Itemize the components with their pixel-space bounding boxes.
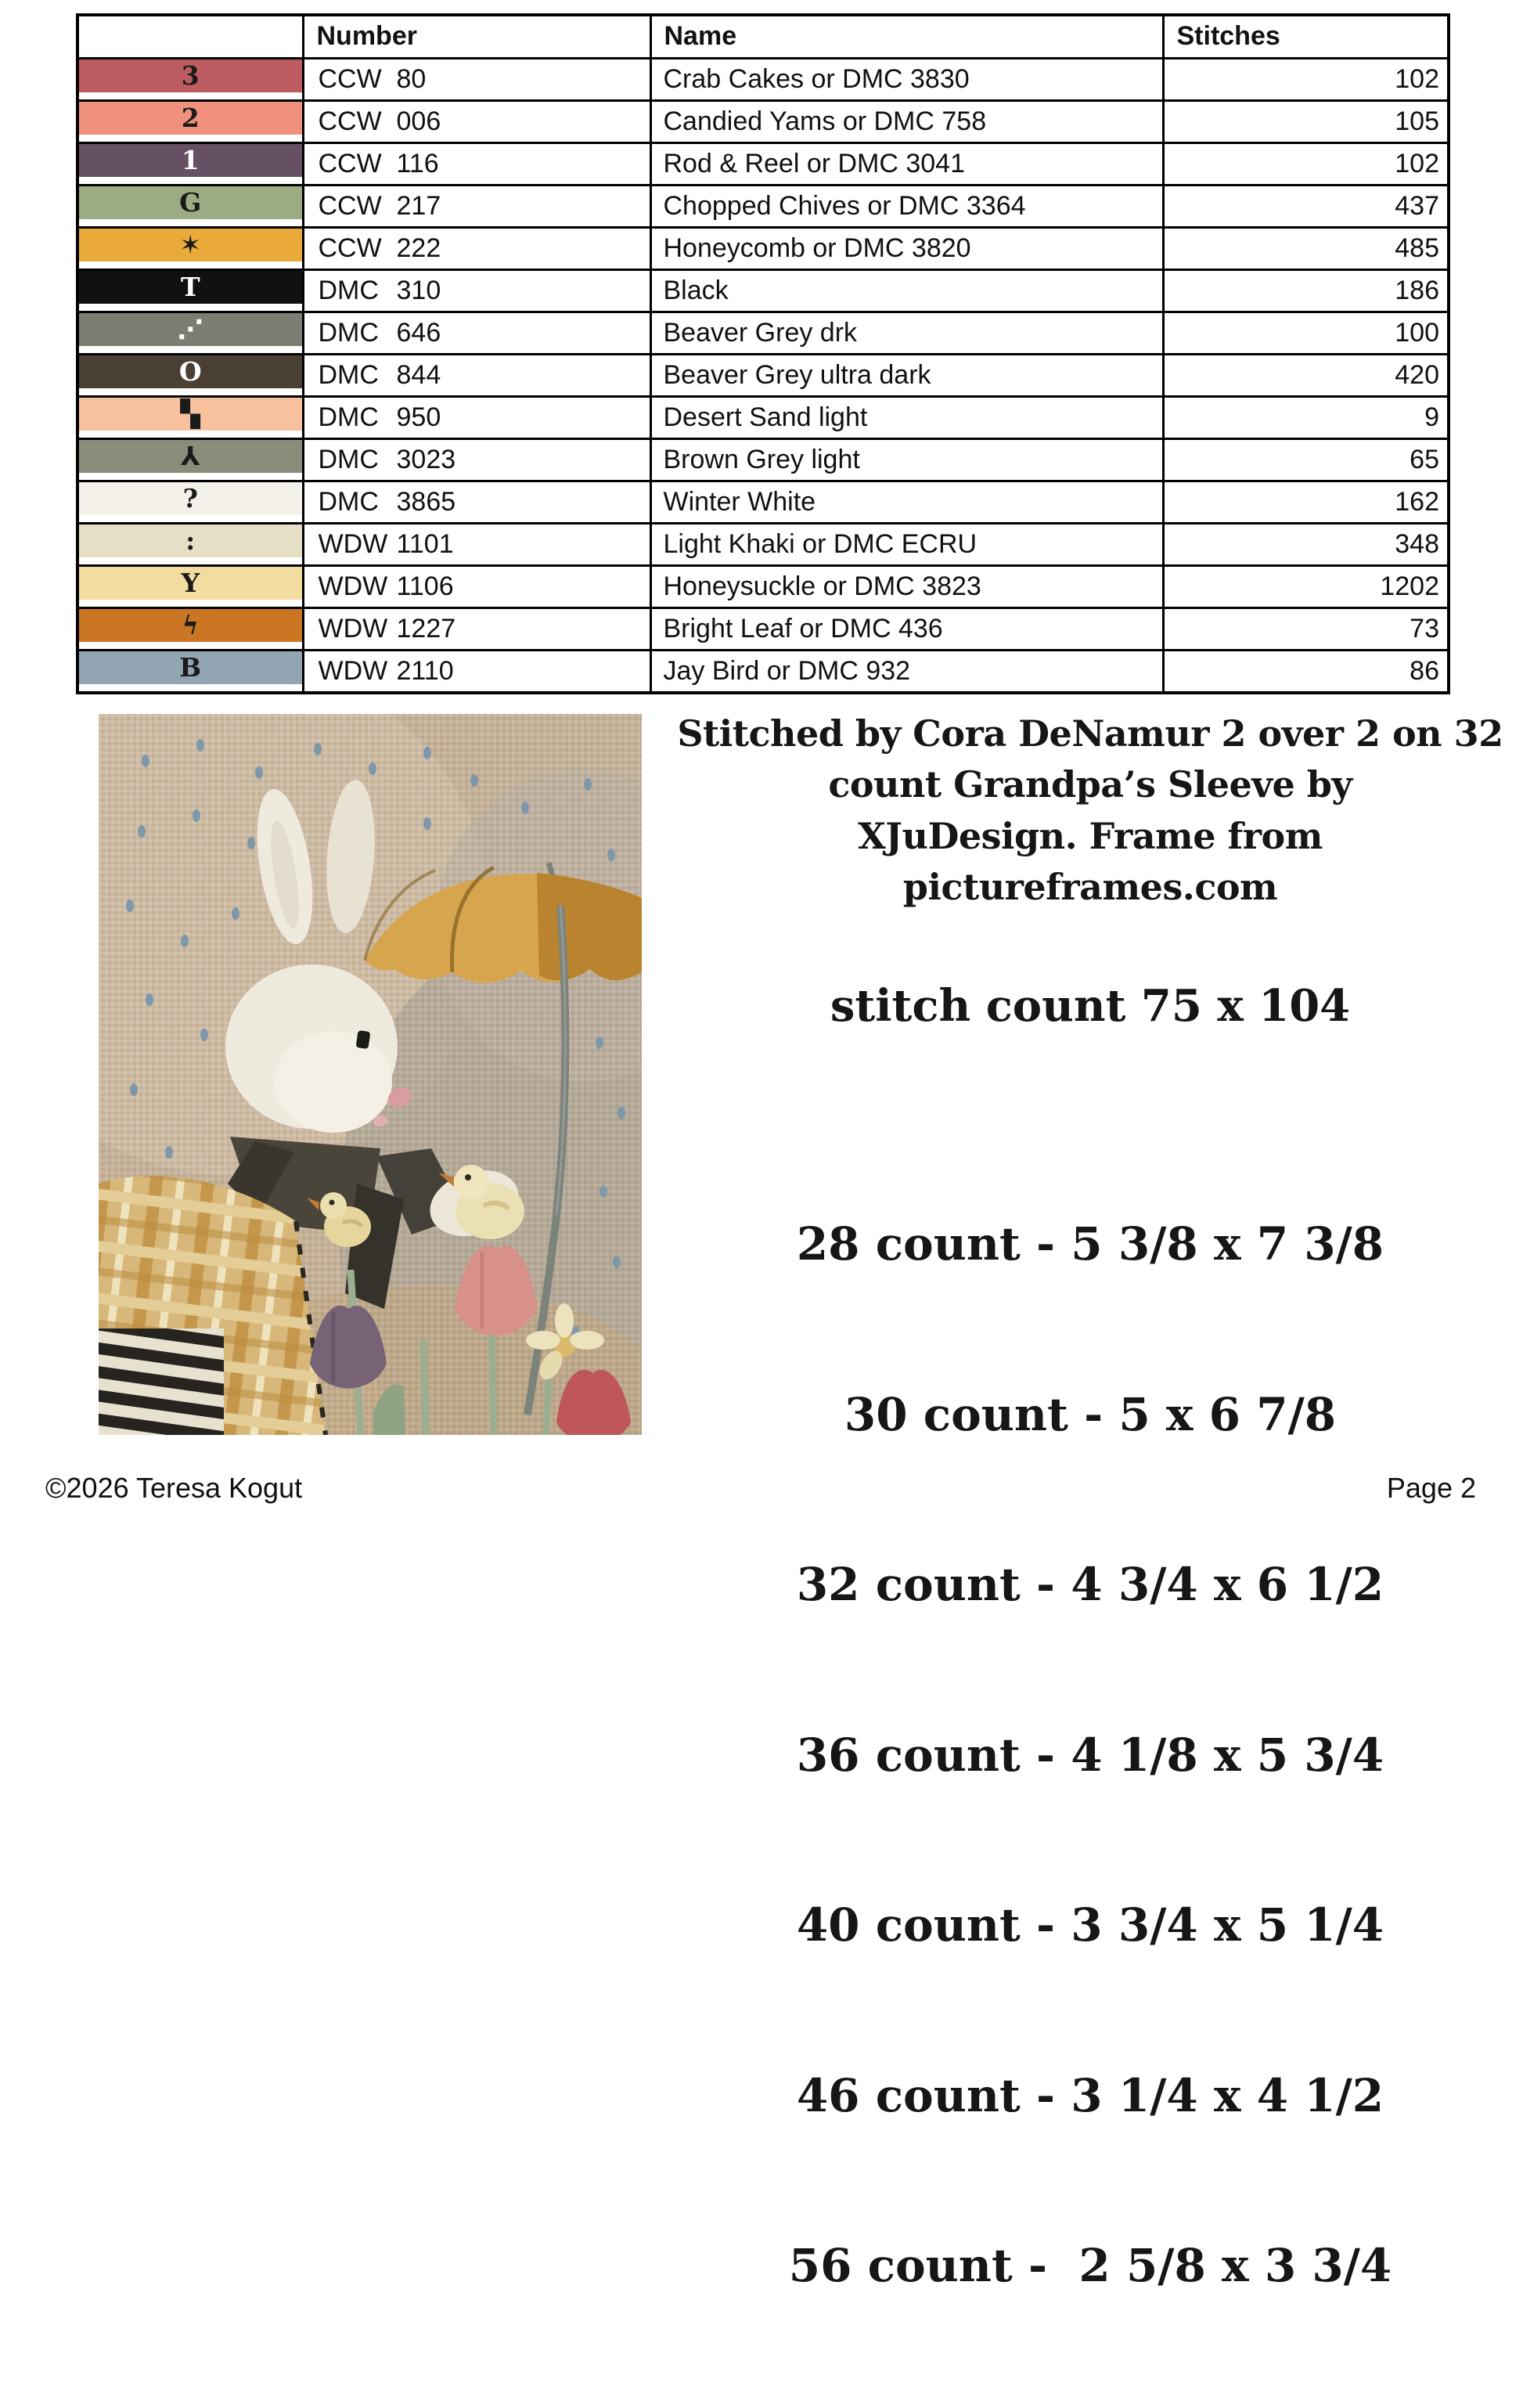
floss-legend-table [76,13,1450,694]
size-line: 46 count - 3 1/4 x 4 1/2 [796,2068,1384,2122]
size-line: 32 count - 4 3/4 x 6 1/2 [796,1558,1384,1612]
floss-name: Black [650,269,1163,312]
floss-brand: CCW [318,63,382,94]
floss-brand: DMC [318,486,379,517]
floss-brand: WDW [318,613,388,643]
symbol-glyph: ▚ [180,398,200,429]
color-swatch [79,313,302,346]
floss-name: Desert Sand light [650,396,1163,438]
floss-brand: DMC [318,402,379,432]
floss-brand: CCW [318,106,382,136]
table-row [77,396,1449,438]
stitches-value: 105 [1163,100,1449,142]
symbol-glyph: ✶ [179,229,202,260]
table-row [77,227,1449,269]
stitches-value: 186 [1163,269,1449,312]
floss-name: Rod & Reel or DMC 3041 [650,142,1163,185]
floss-name: Honeysuckle or DMC 3823 [650,565,1163,607]
stitched-by-line: count Grandpa’s Sleeve by [828,763,1352,806]
stitch-count-line: stitch count 75 x 104 [830,980,1351,1033]
table-row [77,312,1449,354]
floss-code: 116 [396,148,439,178]
table-row [77,481,1449,523]
copyright-text: ©2026 Teresa Kogut [45,1472,303,1504]
header-symbol [77,15,303,58]
color-swatch [79,271,302,304]
floss-brand: DMC [318,359,379,390]
floss-code: 217 [396,190,441,221]
symbol-glyph: ⋰ [177,314,203,344]
symbol-glyph: G [179,187,202,218]
floss-code: 80 [396,63,427,94]
symbol-glyph: 2 [181,103,200,133]
symbol-glyph: O [178,356,202,387]
stitched-by-line: Stitched by Cora DeNamur 2 over 2 on 32 [677,712,1503,755]
symbol-glyph: ? [182,483,198,514]
floss-code: 646 [396,317,441,348]
floss-brand: DMC [318,317,379,348]
stitches-value: 86 [1163,650,1449,693]
floss-name: Bright Leaf or DMC 436 [650,607,1163,650]
stitched-by-paragraph [673,708,1507,913]
color-swatch [79,651,302,684]
stitches-value: 73 [1163,607,1449,650]
floss-brand: WDW [318,571,388,601]
color-swatch [79,355,302,388]
symbol-glyph: ⅄ [180,441,200,471]
header-stitches: Stitches [1163,15,1449,58]
floss-brand: DMC [318,444,379,474]
floss-name: Candied Yams or DMC 758 [650,100,1163,142]
color-swatch [79,102,302,135]
symbol-glyph: 3 [181,60,200,91]
stitches-value: 102 [1163,58,1449,100]
stitches-value: 1202 [1163,565,1449,607]
stitches-value: 100 [1163,312,1449,354]
floss-code: 2110 [396,655,454,686]
floss-name: Brown Grey light [650,438,1163,481]
stitches-value: 102 [1163,142,1449,185]
floss-brand: CCW [318,148,382,178]
floss-brand: CCW [318,233,382,263]
color-swatch [79,398,302,431]
stitches-value: 9 [1163,396,1449,438]
floss-code: 1101 [396,528,454,559]
color-swatch [79,59,302,92]
table-row [77,523,1449,565]
symbol-glyph: T [180,272,200,302]
color-swatch [79,186,302,219]
floss-code: 3865 [396,486,456,517]
symbol-glyph: B [179,652,202,683]
table-row [77,354,1449,396]
floss-name: Winter White [650,481,1163,523]
floss-code: 844 [396,359,441,390]
size-line: 40 count - 3 3/4 x 5 1/4 [796,1898,1384,1952]
color-swatch [79,144,302,177]
floss-name: Honeycomb or DMC 3820 [650,227,1163,269]
size-line: 36 count - 4 1/8 x 5 3/4 [796,1728,1384,1782]
symbol-glyph: Y [181,568,200,598]
floss-code: 222 [396,233,441,263]
floss-code: 006 [396,106,441,136]
floss-brand: DMC [318,275,379,305]
stitches-value: 65 [1163,438,1449,481]
size-line: 30 count - 5 x 6 7/8 [844,1387,1337,1441]
stitches-value: 420 [1163,354,1449,396]
header-number: Number [303,15,650,58]
header-name: Name [650,15,1163,58]
floss-code: 3023 [396,444,456,474]
fabric-size-list [673,1102,1507,2408]
table-row [77,650,1449,693]
legend-header-row [77,15,1449,58]
stitches-value: 437 [1163,185,1449,227]
stitches-value: 348 [1163,523,1449,565]
floss-code: 950 [396,402,441,432]
symbol-glyph: ϟ [182,610,200,640]
table-row [77,58,1449,100]
stitches-value: 162 [1163,481,1449,523]
size-line: 28 count - 5 3/8 x 7 3/8 [796,1217,1384,1271]
color-swatch [79,524,302,557]
page-number: Page 2 [1386,1472,1476,1504]
floss-name: Jay Bird or DMC 932 [650,650,1163,693]
table-row [77,185,1449,227]
floss-name: Chopped Chives or DMC 3364 [650,185,1163,227]
color-swatch [79,482,302,515]
floss-brand: CCW [318,190,382,221]
table-row [77,269,1449,312]
stitches-value: 485 [1163,227,1449,269]
floss-brand: WDW [318,528,388,559]
stitched-model-photo [99,714,642,1435]
table-row [77,100,1449,142]
color-swatch [79,567,302,600]
floss-name: Beaver Grey ultra dark [650,354,1163,396]
symbol-glyph: : [185,525,196,556]
stitched-by-line: XJuDesign. Frame from pictureframes.com [858,814,1323,908]
floss-name: Crab Cakes or DMC 3830 [650,58,1163,100]
table-row [77,607,1449,650]
table-row [77,565,1449,607]
color-swatch [79,609,302,642]
floss-code: 1106 [396,571,454,601]
stitched-photo-graphic [99,714,642,1435]
floss-code: 310 [396,275,441,305]
symbol-glyph: 1 [181,145,200,175]
table-row [77,142,1449,185]
striped-cuff [99,1328,224,1435]
floss-code: 1227 [396,613,456,643]
size-line: 56 count - 2 5/8 x 3 3/4 [788,2239,1392,2293]
color-swatch [79,440,302,473]
floss-name: Light Khaki or DMC ECRU [650,523,1163,565]
floss-brand: WDW [318,655,388,686]
floss-name: Beaver Grey drk [650,312,1163,354]
finishing-info [673,708,1507,2408]
color-swatch [79,229,302,261]
table-row [77,438,1449,481]
